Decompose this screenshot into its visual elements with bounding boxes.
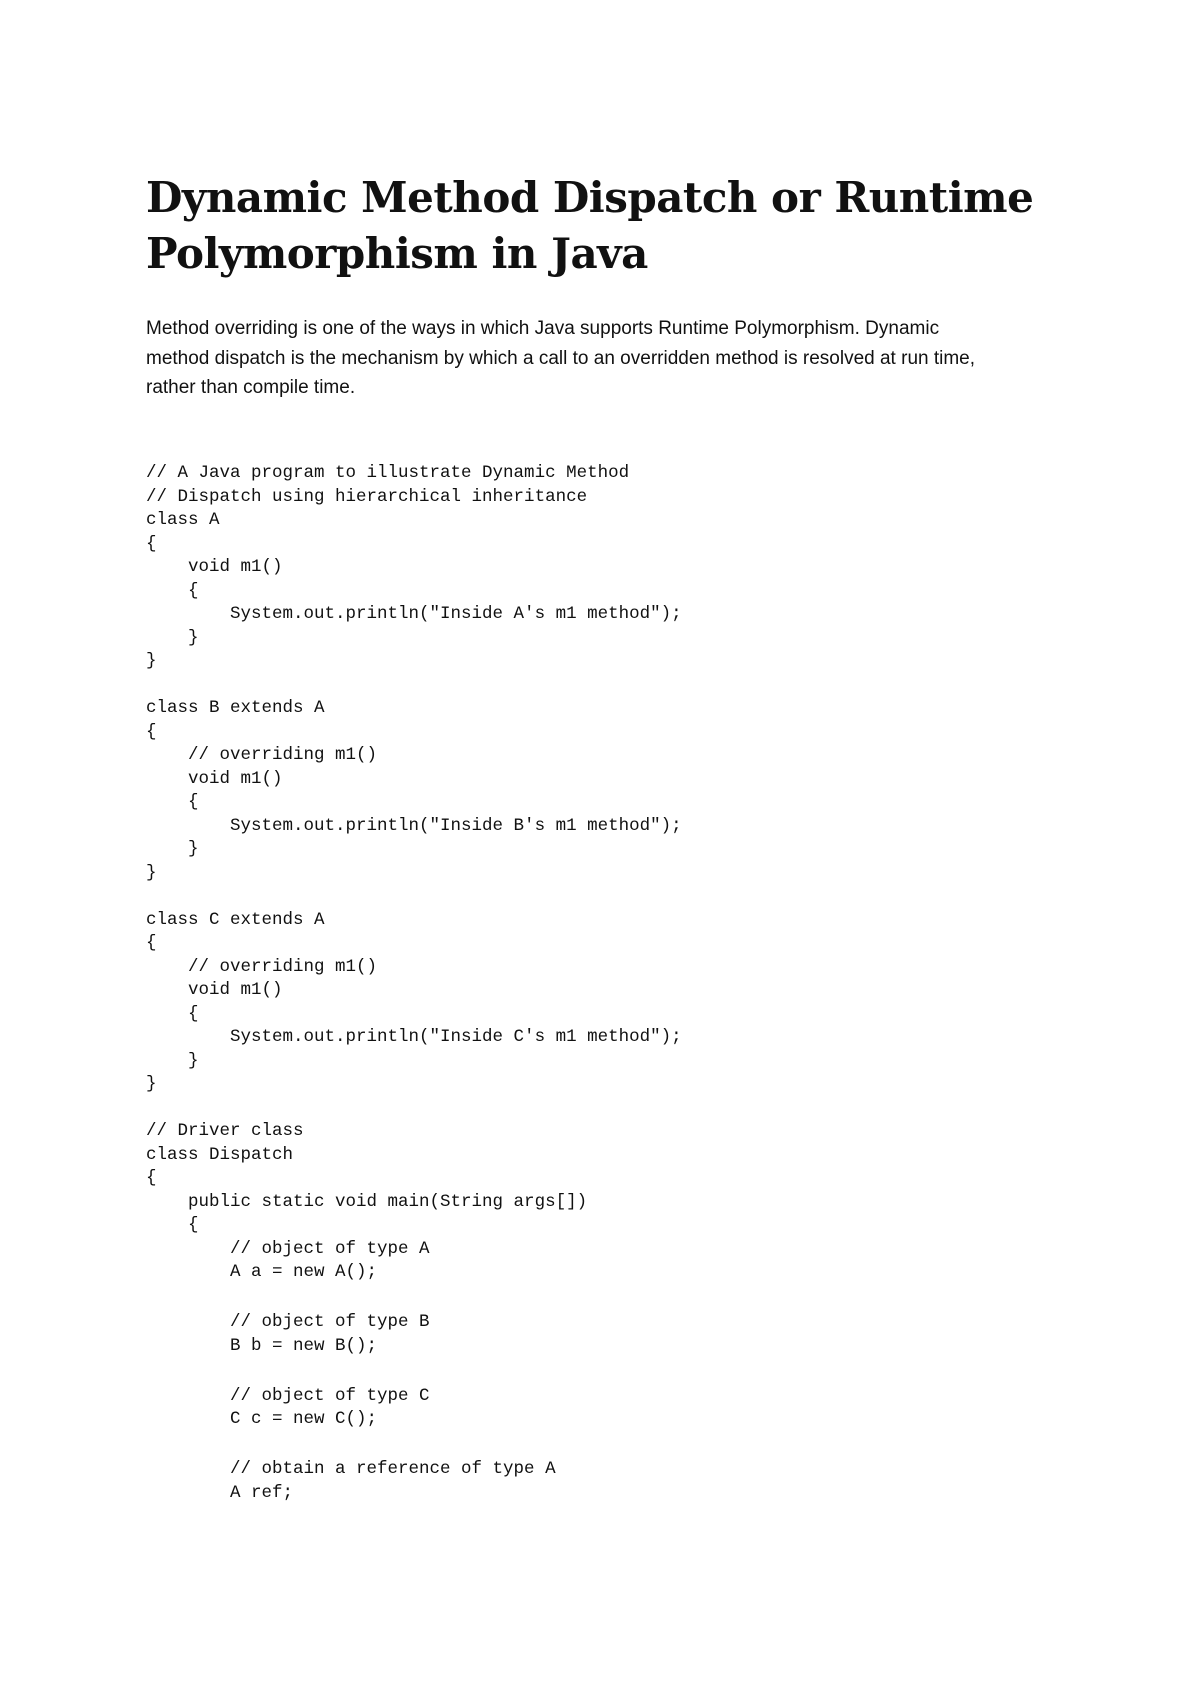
code-line: // object of type B: [146, 1312, 430, 1332]
code-line: // overriding m1(): [146, 745, 378, 765]
code-line: }: [146, 651, 157, 671]
code-line: public static void main(String args[]): [146, 1191, 588, 1212]
intro-paragraph: [146, 314, 1076, 403]
code-line: // Dispatch using hierarchical inheritance: [146, 486, 588, 507]
code-line: {: [146, 721, 157, 742]
code-line: class A: [146, 510, 220, 530]
code-line: void m1(): [146, 768, 283, 789]
code-line: }: [146, 1074, 157, 1094]
code-line: {: [146, 1215, 199, 1235]
title-line-1: Dynamic Method Dispatch or Runtime: [146, 173, 1034, 222]
code-line: C c = new C();: [146, 1409, 378, 1429]
code-line: {: [146, 933, 157, 953]
code-line: {: [146, 533, 157, 554]
code-line: // obtain a reference of type A: [146, 1459, 556, 1479]
code-line: System.out.println("Inside A's m1 method");: [146, 604, 682, 624]
code-line: {: [146, 580, 199, 601]
code-line: {: [146, 1168, 157, 1188]
code-line: System.out.println("Inside B's m1 method");: [146, 815, 682, 836]
intro-line-2: method dispatch is the mechanism by which a call to an overridden method is resolved at run time,: [146, 347, 976, 369]
code-line: void m1(): [146, 557, 283, 577]
code-line: }: [146, 1050, 199, 1071]
code-line: }: [146, 627, 199, 648]
code-line: A a = new A();: [146, 1262, 378, 1282]
code-line: void m1(): [146, 980, 283, 1000]
code-line: {: [146, 1003, 199, 1024]
code-line: // object of type C: [146, 1385, 430, 1406]
code-line: B b = new B();: [146, 1335, 378, 1356]
intro-line-1: Method overriding is one of the ways in which Java supports Runtime Polymorphism. Dynamic: [146, 318, 940, 339]
code-line: System.out.println("Inside C's m1 method");: [146, 1027, 682, 1047]
code-line: // A Java program to illustrate Dynamic Method: [146, 463, 630, 483]
code-line: }: [146, 839, 199, 859]
code-line: class Dispatch: [146, 1144, 294, 1165]
code-line: class C extends A: [146, 909, 325, 930]
intro-line-3: rather than compile time.: [146, 377, 356, 398]
code-line: // Driver class: [146, 1121, 304, 1141]
title-line-2: Polymorphism in Java: [146, 229, 648, 278]
code-line: // overriding m1(): [146, 956, 378, 977]
code-block: [146, 462, 682, 1505]
document-title: [146, 170, 1086, 282]
code-line: class B extends A: [146, 698, 325, 718]
code-line: A ref;: [146, 1482, 294, 1503]
code-line: }: [146, 862, 157, 883]
code-line: {: [146, 792, 199, 812]
code-line: // object of type A: [146, 1238, 430, 1259]
